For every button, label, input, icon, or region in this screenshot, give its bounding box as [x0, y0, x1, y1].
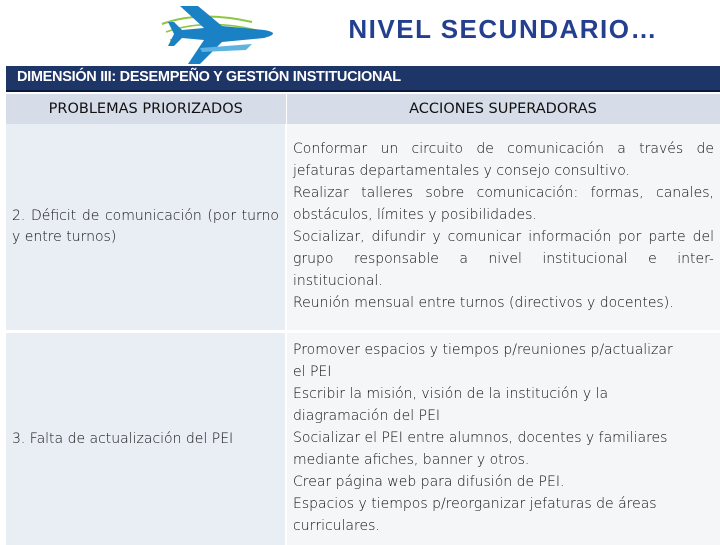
action-line: Espacios y tiempos p/reorganizar jefaturas de áreas: [293, 494, 714, 516]
action-line: Escribir la misión, visión de la institución y la: [293, 384, 714, 406]
table-row: [6, 124, 720, 332]
action-line: grupo responsable a nivel institucional e inter-: [293, 249, 714, 271]
action-line: Promover espacios y tiempos p/reuniones p/actualizar: [293, 340, 714, 362]
action-line: obstáculos, límites y posibilidades.: [293, 205, 714, 227]
problem-text: 3. Falta de actualización del PEI: [12, 429, 279, 450]
action-line: Conformar un circuito de comunicación a través de: [293, 139, 714, 161]
action-line: Socializar, difundir y comunicar información por parte del: [293, 227, 714, 249]
actions-cell: [286, 124, 720, 332]
action-line: diagramación del PEI: [293, 406, 714, 428]
column-header-problems: PROBLEMAS PRIORIZADOS: [6, 94, 286, 124]
problem-text: 2. Déficit de comunicación (por turno y entre turnos): [12, 206, 279, 248]
dimension-label: DIMENSIÓN III: DESEMPEÑO Y GESTIÓN INSTITUCIONAL: [17, 69, 401, 85]
action-line: el PEI: [293, 362, 714, 384]
priorities-table: [6, 94, 720, 545]
action-line: Socializar el PEI entre alumnos, docentes y familiares: [293, 428, 714, 450]
action-line: curriculares.: [293, 516, 714, 538]
action-line: Crear página web para difusión de PEI.: [293, 472, 714, 494]
action-line: mediante afiches, banner y otros.: [293, 450, 714, 472]
table-header-row: [6, 94, 720, 124]
action-line: Realizar talleres sobre comunicación: formas, canales,: [293, 183, 714, 205]
airplane-logo-icon: [160, 4, 290, 68]
table-row: [6, 332, 720, 545]
problem-cell: [6, 332, 286, 545]
column-header-actions: ACCIONES SUPERADORAS: [286, 94, 720, 124]
page-title: NIVEL SECUNDARIO…: [348, 14, 658, 45]
actions-cell: [286, 332, 720, 545]
problem-cell: [6, 124, 286, 332]
dimension-bar: [6, 66, 720, 92]
action-line: institucional.: [293, 271, 714, 293]
action-line: Reunión mensual entre turnos (directivos y docentes).: [293, 293, 714, 315]
action-line: jefaturas departamentales y consejo consultivo.: [293, 161, 714, 183]
